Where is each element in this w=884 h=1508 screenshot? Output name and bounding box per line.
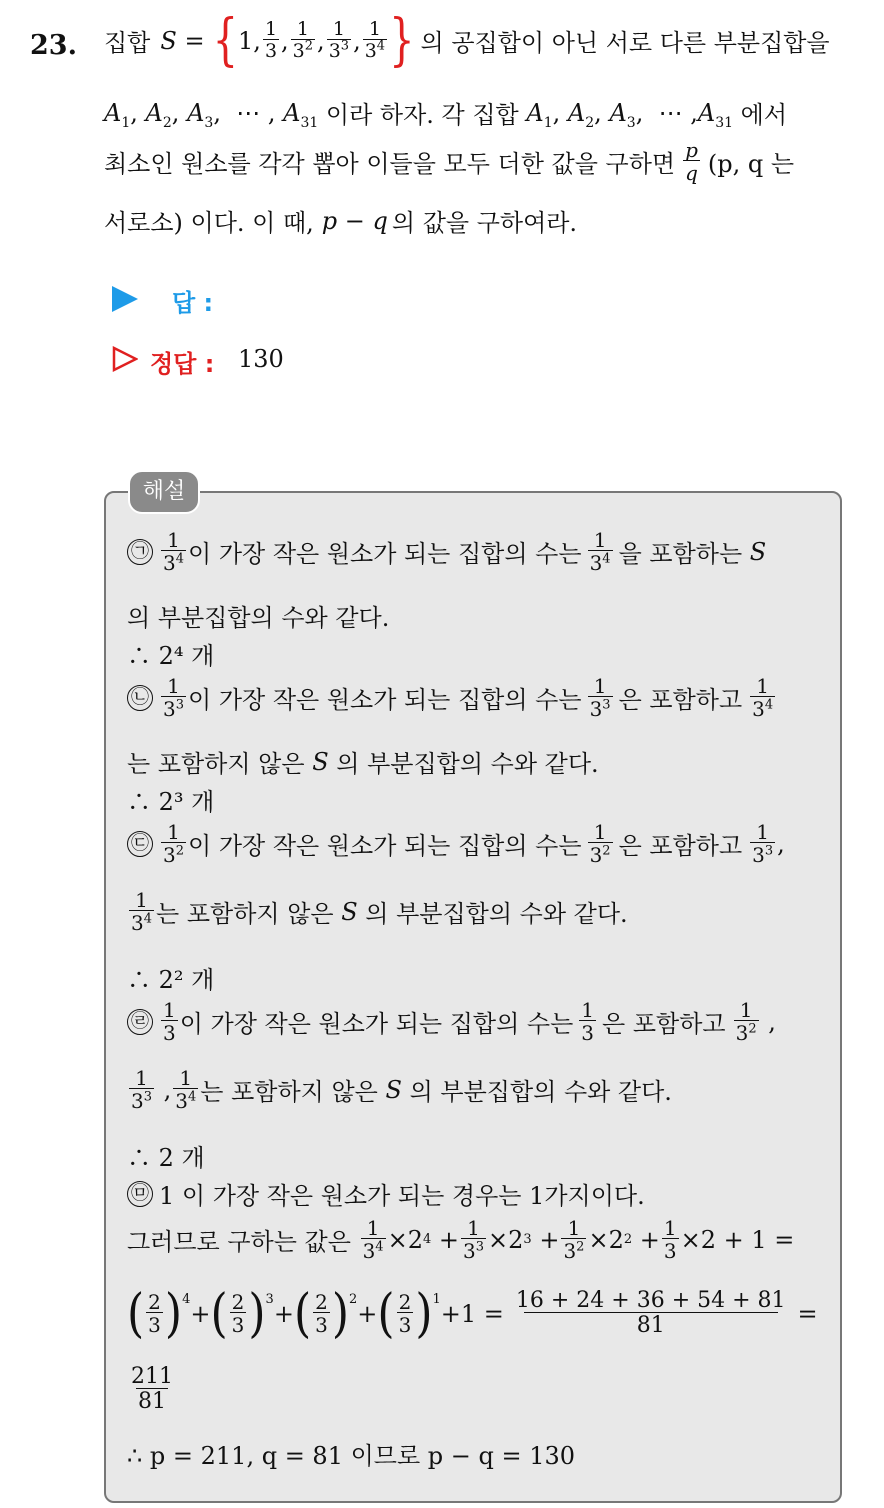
question-text: 이라 하자. 각 집합 (325, 101, 519, 129)
question-line-2: $A_1$, $A_2$, $A_3$, ⋯ , $A_{31}$ 이라 하자. 각 집합 $A_1$, $A_2$, $A_3$, ⋯ $,A_{31}$ 에서 (104, 95, 787, 130)
correct-arrow-icon (112, 346, 138, 372)
solution-count: ∴ 2⁴ 개 (127, 642, 215, 670)
solution-count: ∴ 2³ 개 (127, 788, 215, 816)
question-number: 23. (30, 30, 77, 61)
question-text: 에서 (740, 101, 788, 129)
correct-label: 정답 : (150, 350, 215, 378)
pq-expression: p − q (321, 206, 388, 235)
circle-mark: ㉢ (127, 831, 153, 857)
question-text: 의 값을 구하여라. (391, 209, 578, 237)
question-line-3: 최소인 원소를 각각 뽑아 이들을 모두 더한 값을 구하면 $\frac{p}{q}$ (p, q 는 (104, 138, 795, 185)
circle-mark: ㉤ (127, 1181, 153, 1207)
solution-line: 의 부분집합의 수와 같다. (127, 604, 390, 632)
correct-value: 130 (238, 345, 284, 373)
solution-tag: 해설 (128, 470, 200, 514)
result-denominator: 81 (138, 1389, 166, 1414)
question-text: 의 공집합이 아닌 서로 다른 부분집합을 (420, 29, 830, 57)
question-text: 집합 (104, 29, 151, 57)
question-text: (p, q 는 (707, 150, 795, 178)
answer-arrow-icon (112, 286, 138, 312)
answer-label: 답 : (172, 289, 214, 317)
solution-line: 는 포함하지 않은 S 의 부분집합의 수와 같다. (127, 747, 599, 778)
circle-mark: ㉠ (127, 539, 153, 565)
solution-line: $\frac{1}{3^3}$ , $\frac{1}{3^4}$ 는 포함하지 않은 S 의 부분집합의 수와 같다. (131, 1066, 672, 1113)
solution-line: 그러므로 구하는 값은 $\frac{1}{3^4}$ ×2 4 + $\frac{1}{3^3}$ ×2 3 + $\frac{1}{3^2}$ ×2 2 + $\frac{1}{3}$ ×2 + 1 = (127, 1216, 795, 1263)
solution-line: $\frac{1}{3^4}$ 는 포함하지 않은 S 의 부분집합의 수와 같다. (131, 888, 628, 935)
solution-line: ㉠ $\frac{1}{3^4}$ 이 가장 작은 원소가 되는 집합의 수는 $\frac{1}{3^4}$ 을 포함하는 S (127, 530, 766, 573)
solution-count: ∴ 2² 개 (127, 966, 215, 994)
circle-mark: ㉣ (127, 1009, 153, 1035)
solution-line: ( $\frac{2}{3}$ ) $^4$ + ( $\frac{2}{3}$ ) $^3$ + ( $\frac{2}{3}$ ) $^2$ + ( $\frac{2}{3}$ ) $^1$ +1 = $\frac{16 + 24 + 36 + 54 + 81}{81}$ = (127, 1282, 818, 1344)
question-text: 최소인 원소를 각각 뽑아 이들을 모두 더한 값을 구하면 (104, 150, 676, 178)
solution-line (127, 1366, 177, 1413)
circle-mark: ㉡ (127, 685, 153, 711)
sum-denominator: 81 (524, 1312, 778, 1337)
solution-line: ㉤ 1 이 가장 작은 원소가 되는 경우는 1가지이다. (127, 1176, 645, 1211)
question-line-4 (104, 203, 577, 238)
solution-line: ㉣ $\frac{1}{3}$ 이 가장 작은 원소가 되는 집합의 수는 $\frac{1}{3}$ 은 포함하고 $\frac{1}{3^2}$ , (127, 1000, 776, 1043)
solution-count: ∴ 2 개 (127, 1144, 205, 1172)
solution-box (104, 491, 842, 1503)
result-numerator: 211 (131, 1364, 173, 1389)
solution-line: ㉡ $\frac{1}{3^3}$ 이 가장 작은 원소가 되는 집합의 수는 $\frac{1}{3^3}$ 은 포함하고 $\frac{1}{3^4}$ (127, 676, 777, 719)
right-brace: } (389, 8, 415, 73)
question-line-1: 집합 S = { 1, $\frac{1}{3}$ , $\frac{1}{3^2}$ , $\frac{1}{3^3}$ , $\frac{1}{3^4}$ } 의 공집합이 아닌 서로 다른 부분집합을 (104, 8, 830, 73)
sum-numerator: 16 + 24 + 36 + 54 + 81 (515, 1288, 786, 1313)
question-text: 서로소) 이다. 이 때, (104, 209, 314, 237)
solution-final: ∴ p = 211, q = 81 이므로 p − q = 130 (127, 1442, 576, 1470)
left-brace: { (212, 8, 239, 73)
solution-line: ㉢ $\frac{1}{3^2}$ 이 가장 작은 원소가 되는 집합의 수는 $\frac{1}{3^2}$ 은 포함하고 $\frac{1}{3^3}$ , (127, 822, 785, 865)
